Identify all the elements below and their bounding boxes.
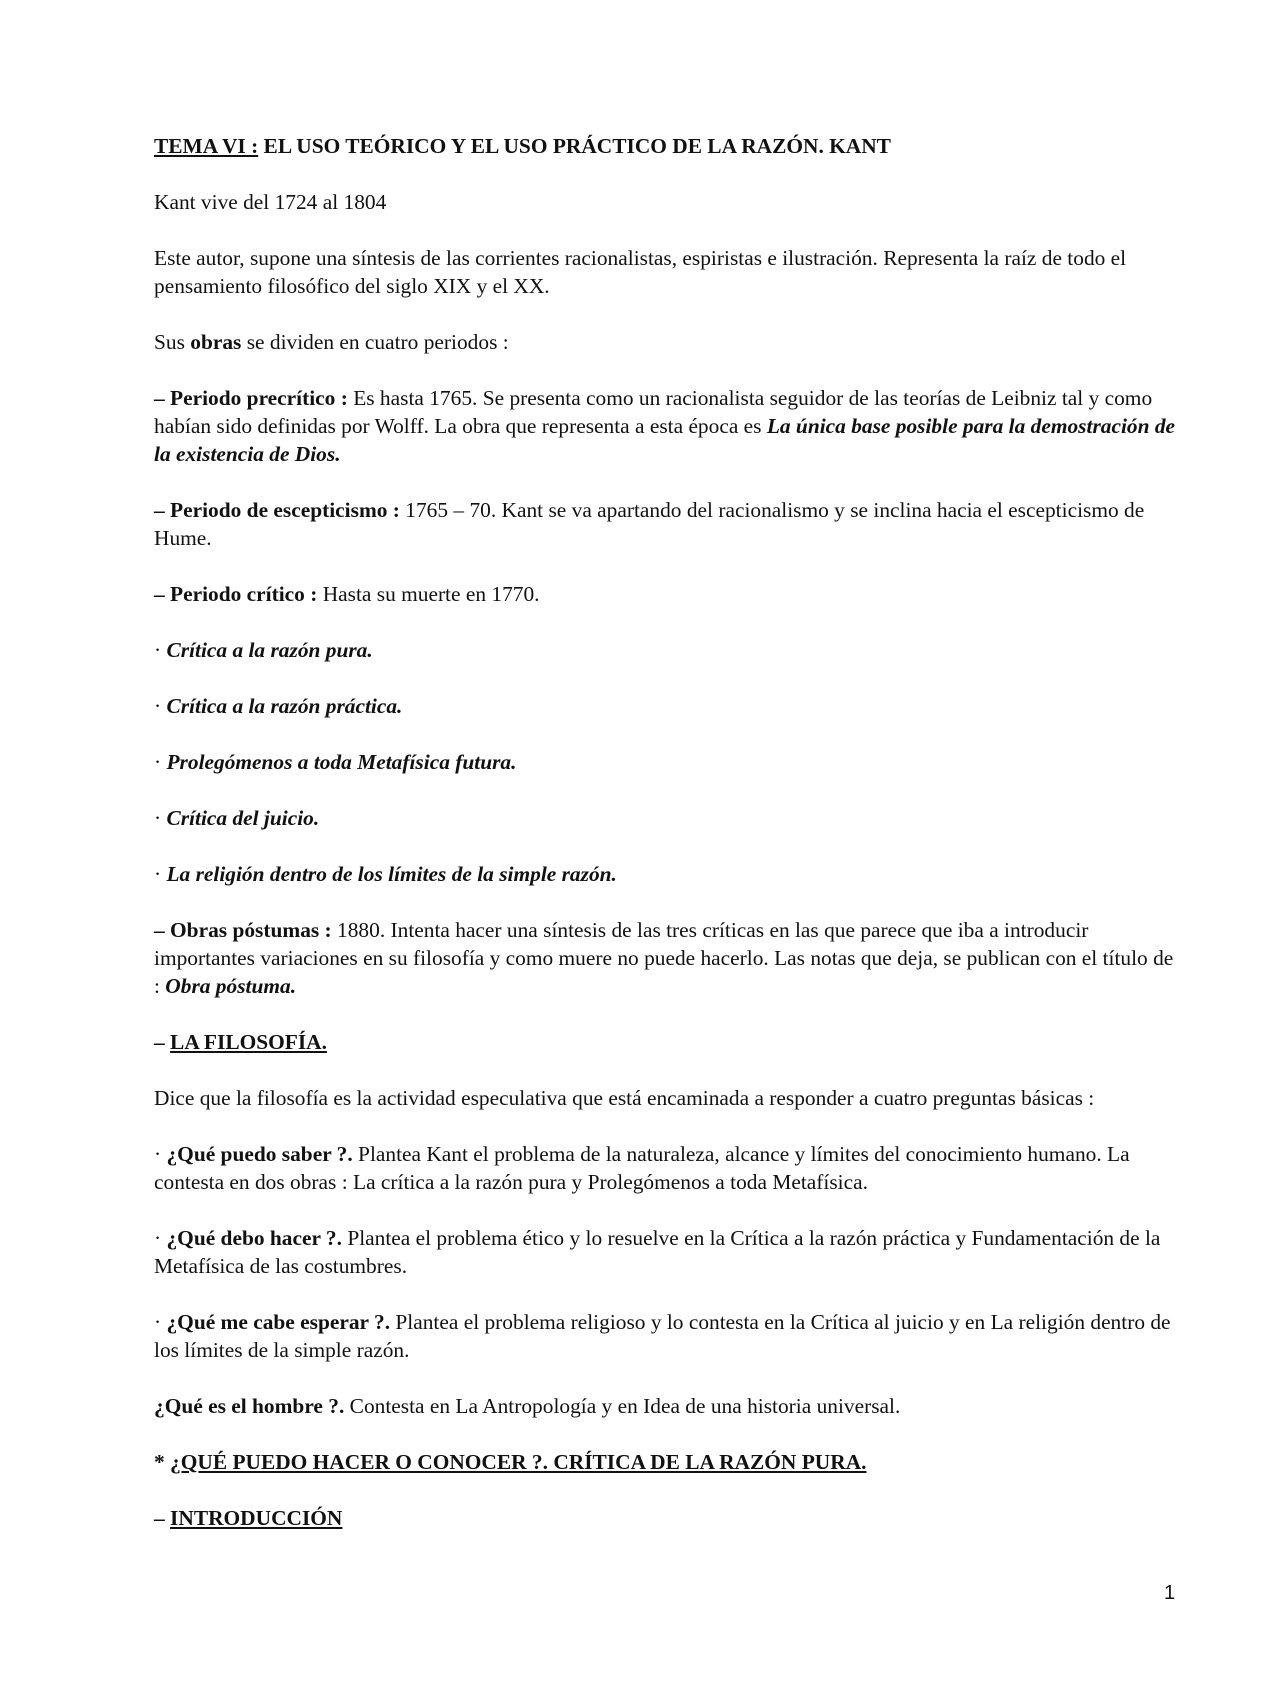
bullet: · [154,1142,167,1166]
bullet: · [154,750,167,774]
critical-work-item: · Crítica del juicio. [154,806,320,830]
bullet: · [154,1310,167,1334]
bullet: · [154,694,167,718]
critical-work-item: · La religión dentro de los límites de la simple razón. [154,862,617,886]
work-title: La única base posible para la demostración de la existencia de Dios. [154,414,1176,466]
philosophy-intro: Dice que la filosofía es la actividad especulativa que está encaminada a responder a cuatro preguntas básicas : [154,1086,1095,1110]
document-page [154,132,1184,1560]
period-label: – Obras póstumas : [154,918,332,942]
bullet: · [154,1226,167,1250]
period-skepticism: – Periodo de escepticismo : 1765 – 70. Kant se va apartando del racionalismo y se inclina hacia el escepticismo de Hume. [154,498,1145,550]
bullet: · [154,806,167,830]
question-hope: · ¿Qué me cabe esperar ?. Plantea el problema religioso y lo contesta en la Crítica al juicio y en La religión dentro de los límites de la simple razón. [154,1310,1171,1362]
period-posthumous: – Obras póstumas : 1880. Intenta hacer una síntesis de las tres críticas en las que parece que iba a introducir importantes variaciones en su filosofía y como muere no puede hacerlo. Las notas que deja, se publican con el título de : Obra póstuma. [154,918,1174,998]
introduction-heading: – INTRODUCCIÓN [154,1506,343,1530]
kant-dates: Kant vive del 1724 al 1804 [154,190,387,214]
page-number: 1 [1164,1582,1176,1604]
title-text: EL USO TEÓRICO Y EL USO PRÁCTICO DE LA RAZÓN. KANT [258,134,891,158]
question-text: ¿Qué puedo saber ?. [166,1142,353,1166]
question-text: ¿Qué es el hombre ?. [154,1394,345,1418]
question-know: · ¿Qué puedo saber ?. Plantea Kant el problema de la naturaleza, alcance y límites del conocimiento humano. La contesta en dos obras : La crítica a la razón pura y Prolegómenos a toda Metafísica. [154,1142,1130,1194]
period-label: – Periodo precrítico : [154,386,348,410]
bullet: · [154,638,167,662]
question-text: ¿Qué debo hacer ?. [166,1226,342,1250]
philosophy-heading: – LA FILOSOFÍA. [154,1030,327,1054]
question-text: ¿Qué me cabe esperar ?. [166,1310,391,1334]
question-man: ¿Qué es el hombre ?. Contesta en La Antropología y en Idea de una historia universal. [154,1394,901,1418]
work-title: Obra póstuma. [165,974,297,998]
critical-work-item: · Crítica a la razón práctica. [154,694,403,718]
document-title [154,132,1184,160]
critical-work-item: · Crítica a la razón pura. [154,638,373,662]
period-critical: – Periodo crítico : Hasta su muerte en 1770. [154,582,540,606]
question-do: · ¿Qué debo hacer ?. Plantea el problema ético y lo resuelve en la Crítica a la razón práctica y Fundamentación de la Metafísica de las costumbres. [154,1226,1161,1278]
title-label: TEMA VI : [154,134,259,158]
period-label: – Periodo de escepticismo : [154,498,400,522]
synthesis-paragraph: Este autor, supone una síntesis de las corrientes racionalistas, espiristas e ilustración. Representa la raíz de todo el pensamiento filosófico del siglo XIX y el XX. [154,246,1127,298]
pure-reason-heading: * ¿QUÉ PUEDO HACER O CONOCER ?. CRÍTICA DE LA RAZÓN PURA. [154,1450,867,1474]
period-label: – Periodo crítico : [154,582,318,606]
bullet: · [154,862,167,886]
works-intro: Sus obras se dividen en cuatro periodos : [154,330,509,354]
critical-work-item: · Prolegómenos a toda Metafísica futura. [154,750,517,774]
period-precritical: – Periodo precrítico : Es hasta 1765. Se presenta como un racionalista seguidor de las teorías de Leibniz tal y como habían sido definidas por Wolff. La obra que representa a esta época es La única base posible para la demostración de la existencia de Dios. [154,386,1176,466]
